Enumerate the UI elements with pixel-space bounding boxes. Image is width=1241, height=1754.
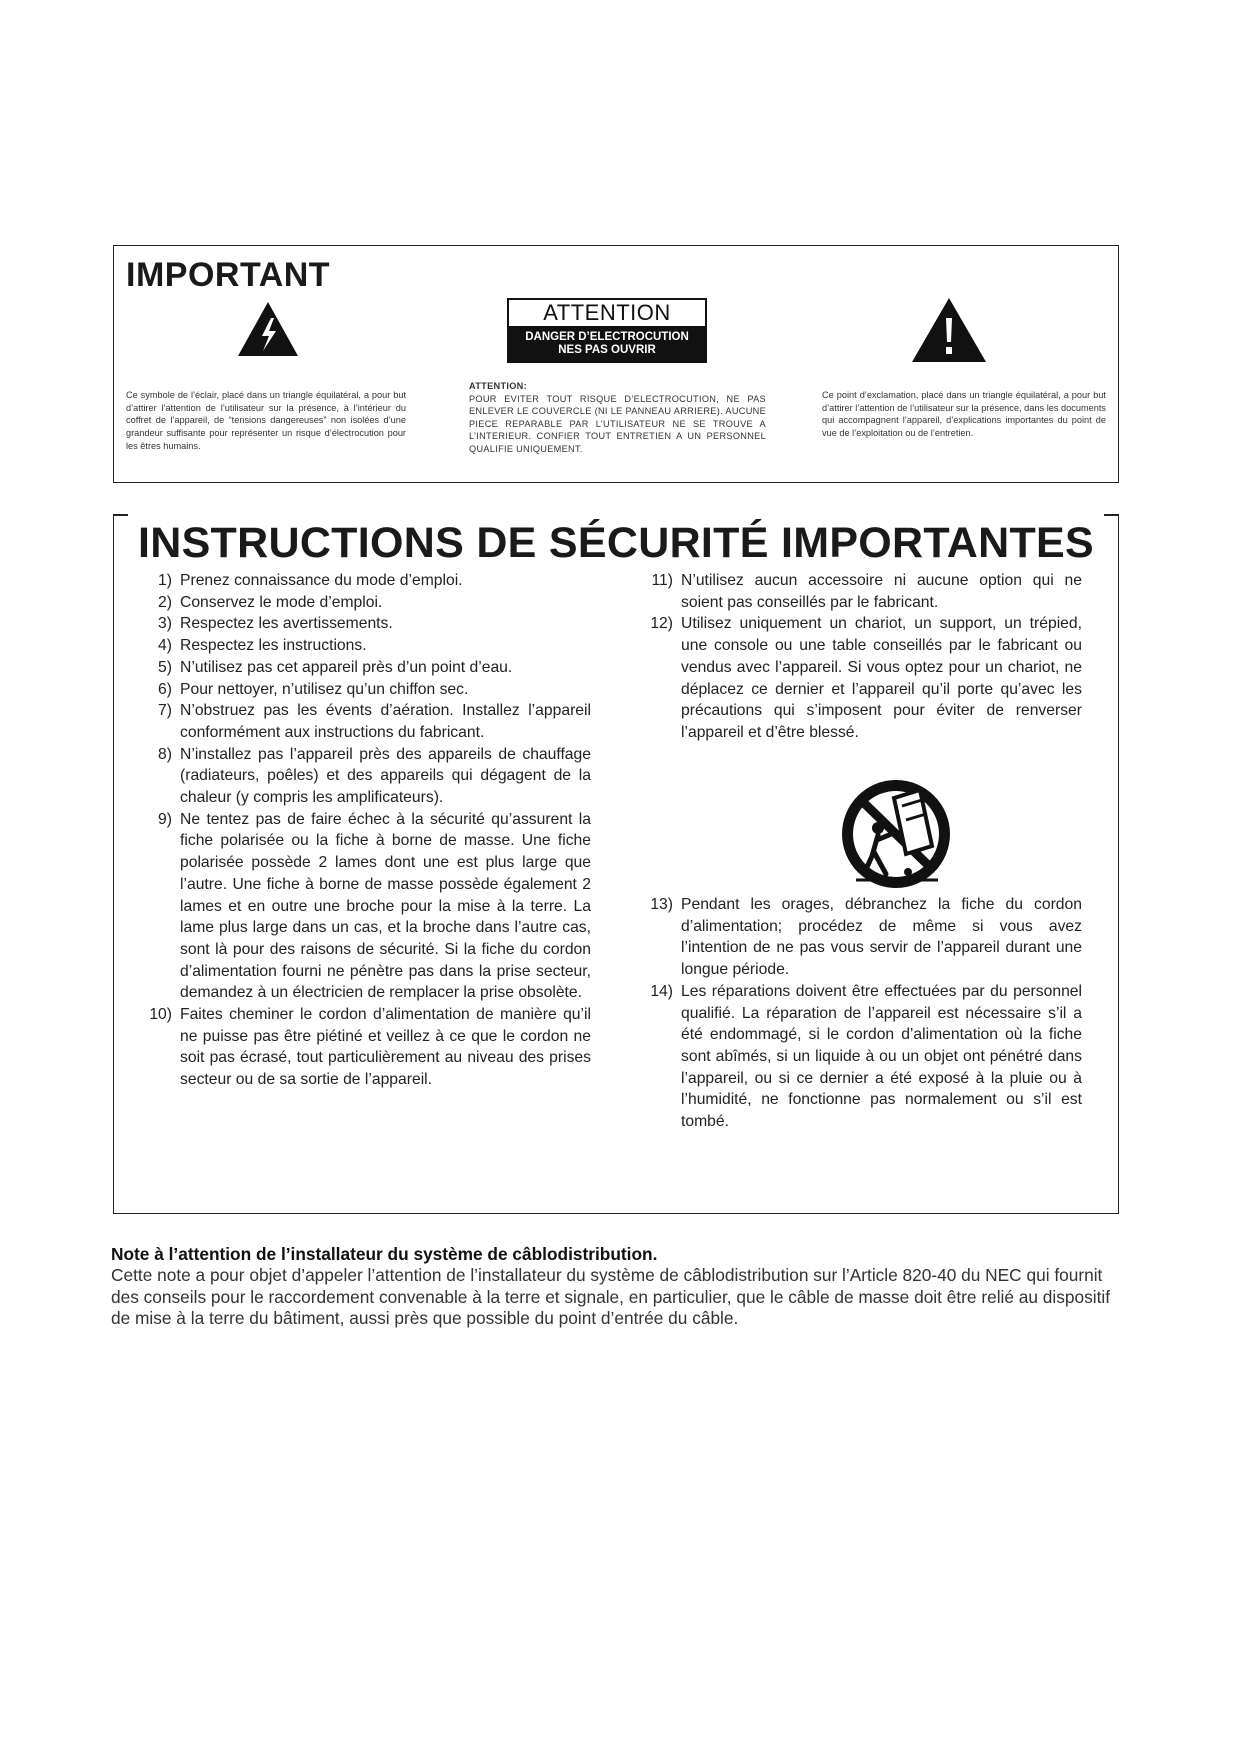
instructions-right-column-top — [639, 570, 1082, 744]
item-text: Pour nettoyer, n’utilisez qu’un chiffon sec. — [180, 680, 469, 698]
item-number: 10) — [149, 1006, 172, 1024]
list-item — [144, 570, 591, 592]
list-item — [144, 635, 591, 657]
item-text: Respectez les instructions. — [180, 637, 367, 655]
important-title: IMPORTANT — [126, 256, 331, 294]
attention-heading: ATTENTION — [507, 298, 707, 326]
list-item — [639, 981, 1082, 1133]
item-text: Conservez le mode d’emploi. — [180, 593, 383, 611]
instructions-left-column — [144, 570, 591, 1091]
list-item — [144, 613, 591, 635]
item-text: Prenez connaissance du mode d’emploi. — [180, 572, 463, 589]
item-text: N’utilisez pas cet appareil près d’un point d’eau. — [180, 658, 513, 676]
item-number: 7) — [158, 702, 172, 720]
list-item — [639, 570, 1082, 613]
item-number: 12) — [650, 615, 673, 633]
item-number: 9) — [158, 810, 172, 828]
note-title: Note à l’attention de l’installateur du système de câblodistribution. — [111, 1244, 658, 1264]
item-number: 4) — [158, 637, 172, 655]
item-text: Ne tentez pas de faire échec à la sécurité qu’assurent la fiche polarisée ou la fiche à borne de masse. Une fiche polarisée possède 2 lames dont une est plus large que l’autre. Une fiche à borne de masse possède également 2 lames et en outre une broche pour la mise à la terre. La lame plus large dans un cas, et la broche dans l’autre cas, sont là pour des raisons de sécurité. Si la fiche du cordon d’alimentation fourni ne pénètre pas dans la prise secteur, demandez à un électricien de remplacer la prise obsolète. — [180, 810, 591, 1002]
instructions-right-column-bottom — [639, 894, 1082, 1133]
list-item — [639, 894, 1082, 981]
item-text: Faites cheminer le cordon d’alimentation de manière qu’il ne puisse pas être piétiné et veillez à ce que le cordon ne soit pas écrasé, tout particulièrement au niveau des prises secteur ou de sa sortie de l’appareil. — [180, 1006, 591, 1089]
instructions-title: INSTRUCTIONS DE SÉCURITÉ IMPORTANTES — [137, 518, 1095, 567]
list-item — [639, 613, 1082, 743]
list-item — [144, 700, 591, 743]
danger-banner — [507, 326, 707, 363]
list-item — [144, 744, 591, 809]
item-number: 6) — [158, 680, 172, 698]
attention-explanation-label: ATTENTION: — [469, 381, 527, 391]
safety-instructions-panel — [113, 514, 1119, 1214]
list-item — [144, 657, 591, 679]
note-body: Cette note a pour objet d’appeler l’attention de l’installateur du système de câblodistribution sur l’Article 820-40 du NEC qui fournit des conseils pour le raccordement convenable à la terre et signale, en particulier, que le câble de masse doit être relié au dispositif de mise à la terre du bâtiment, aussi près que possible du point d’entrée du câble. — [111, 1265, 1111, 1328]
danger-line-2: NES PAS OUVRIR — [558, 344, 656, 356]
attention-explanation — [469, 380, 766, 456]
item-number: 2) — [158, 593, 172, 611]
item-number: 8) — [158, 745, 172, 763]
item-text: N’utilisez aucun accessoire ni aucune option qui ne soient pas conseillés par le fabricant. — [681, 572, 1082, 611]
item-text: Pendant les orages, débranchez la fiche du cordon d’alimentation; procédez de même si vous avez l’intention de ne pas vous servir de l’appareil durant une longue période. — [681, 896, 1082, 979]
lightning-explanation: Ce symbole de l’éclair, placé dans un triangle équilatéral, a pour but d’attirer l’attention de l’utilisateur sur la présence, à l’intérieur du coffret de l’appareil, de “tensions dangereuses” non isolées d’une grandeur suffisante pour représenter un risque d’électrocution pour les êtres humains. — [126, 390, 406, 451]
item-text: N’installez pas l’appareil près des appareils de chauffage (radiateurs, poêles) et des appareils qui dégagent de la chaleur (y compris les amplificateurs). — [180, 745, 591, 807]
item-number: 14) — [650, 982, 673, 1000]
exclamation-warning-icon — [910, 296, 988, 364]
list-item — [144, 1004, 591, 1091]
important-panel — [113, 245, 1119, 483]
item-text: Les réparations doivent être effectuées par du personnel qualifié. La réparation de l’appareil est nécessaire s’il a été endommagé, si le cordon d’alimentation où la fiche sont abîmés, si un liquide à ou un objet ont pénétré dans l’appareil, ou si ce dernier a été exposé à la pluie ou à l’humidité, ne fonctionne pas normalement ou s’il est tombé. — [681, 982, 1082, 1131]
list-item — [144, 592, 591, 614]
installer-note — [111, 1244, 1121, 1330]
lightning-warning-icon — [236, 300, 300, 358]
item-number: 11) — [651, 572, 673, 589]
attention-explanation-text: POUR EVITER TOUT RISQUE D’ELECTROCUTION, NE PAS ENLEVER LE COUVERCLE (NI LE PANNEAU ARRIERE). AUCUNE PIECE REPARABLE PAR L’UTILISATEUR NE SE TROUVE A L’INTERIEUR. CONFIER TOUT ENTRETIEN A UN PERSONNEL QUALIFIE UNIQUEMENT. — [469, 393, 766, 454]
exclamation-explanation: Ce point d’exclamation, placé dans un triangle équilatéral, a pour but d’attirer l’attention de l’utilisateur sur la présence, dans les documents qui accompagnent l’appareil, d’explications importantes du point de vue de l’exploitation ou de l’entretien. — [822, 390, 1106, 438]
item-text: Respectez les avertissements. — [180, 615, 393, 633]
cart-tipover-warning-icon — [836, 776, 956, 896]
item-number: 5) — [158, 658, 172, 676]
item-number: 1) — [158, 572, 172, 589]
item-text: N’obstruez pas les évents d’aération. Installez l’appareil conformément aux instructions du fabricant. — [180, 702, 591, 741]
list-item — [144, 679, 591, 701]
attention-label-block — [507, 298, 707, 363]
item-number: 13) — [650, 896, 673, 913]
list-item — [144, 809, 591, 1004]
danger-line-1: DANGER D’ELECTROCUTION — [525, 331, 689, 343]
item-text: Utilisez uniquement un chariot, un support, un trépied, une console ou une table conseillés par le fabricant ou vendus avec l’appareil. Si vous optez pour un chariot, ne déplacez ce dernier et l’appareil qu’il porte qu’avec les précautions qui s’imposent pour éviter de renverser l’appareil et d’être blessé. — [681, 615, 1082, 741]
item-number: 3) — [158, 615, 172, 633]
